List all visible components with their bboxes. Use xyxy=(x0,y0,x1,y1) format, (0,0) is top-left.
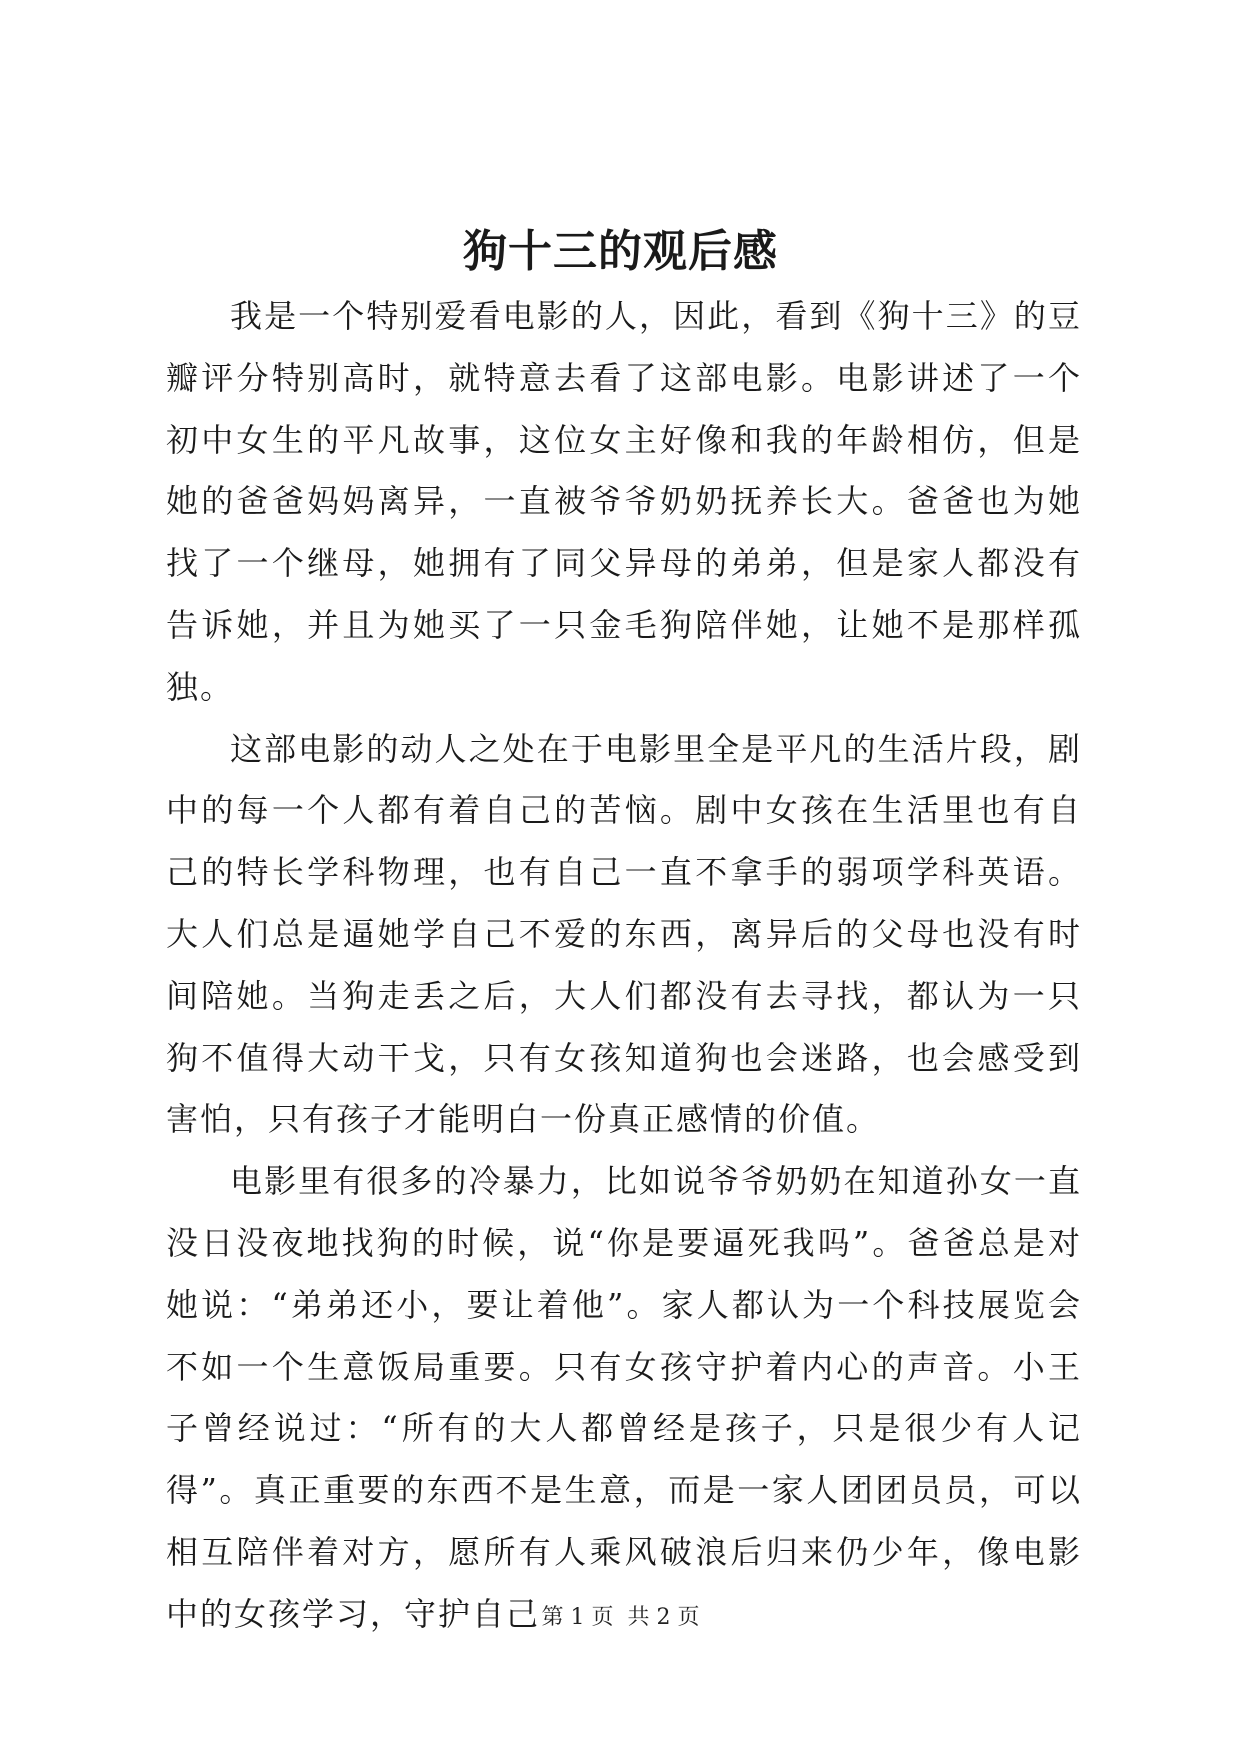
document-body xyxy=(166,286,1082,1646)
paragraph-1: 我是一个特别爱看电影的人，因此，看到《狗十三》的豆瓣评分特别高时，就特意去看了这部电影。电影讲述了一个初中女生的平凡故事，这位女主好像和我的年龄相仿，但是她的爸爸妈妈离异，一直被爷爷奶奶抚养长大。爸爸也为她找了一个继母，她拥有了同父异母的弟弟，但是家人都没有告诉她，并且为她买了一只金毛狗陪伴她，让她不是那样孤独。 xyxy=(166,297,1082,706)
paragraph-3: 电影里有很多的冷暴力，比如说爷爷奶奶在知道孙女一直没日没夜地找狗的时候，说“你是要逼死我吗”。爸爸总是对她说：“弟弟还小，要让着他”。家人都认为一个科技展览会不如一个生意饭局重要。只有女孩守护着内心的声音。小王子曾经说过：“所有的大人都曾经是孩子，只是很少有人记得”。真正重要的东西不是生意，而是一家人团团员员，可以相互陪伴着对方，愿所有人乘风破浪后归来仍少年，像电影中的女孩学习，守护自己 xyxy=(166,1162,1082,1633)
document-title: 狗十三的观后感 xyxy=(463,226,778,277)
page-footer xyxy=(0,1603,1241,1633)
page-number: 第 1 页 共 2 页 xyxy=(541,1605,700,1630)
paragraph-2: 这部电影的动人之处在于电影里全是平凡的生活片段，剧中的每一个人都有着自己的苦恼。剧中女孩在生活里也有自己的特长学科物理，也有自己一直不拿手的弱项学科英语。大人们总是逼她学自己不爱的东西，离异后的父母也没有时间陪她。当狗走丢之后，大人们都没有去寻找，都认为一只狗不值得大动干戈，只有女孩知道狗也会迷路，也会感受到害怕，只有孩子才能明白一份真正感情的价值。 xyxy=(166,729,1082,1139)
